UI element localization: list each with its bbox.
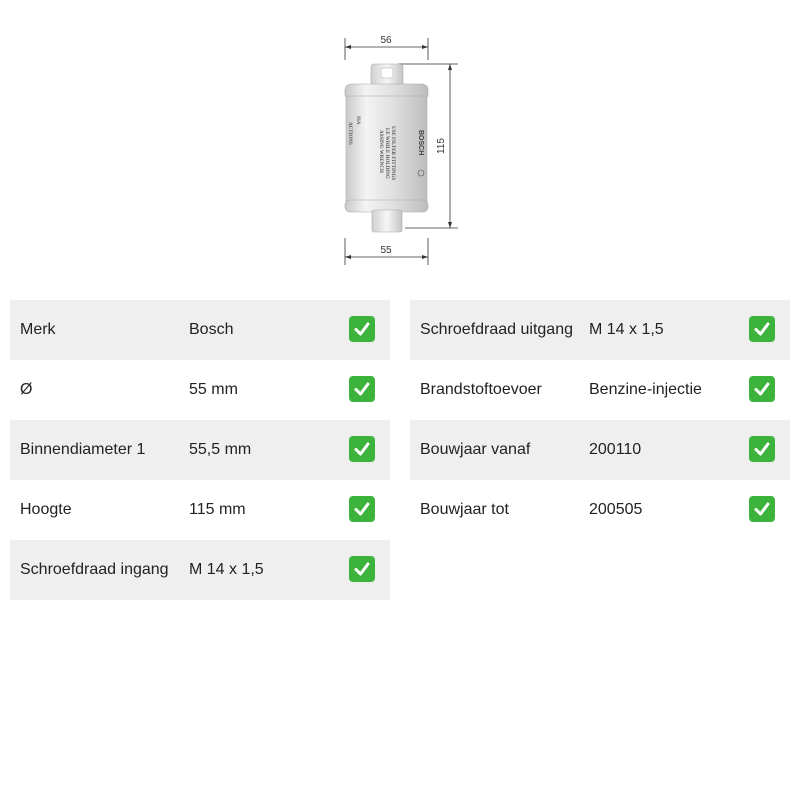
spec-value: 200505 bbox=[589, 501, 643, 518]
can-marking-3: USE FILTER FITTINGS bbox=[390, 126, 395, 181]
can-brand: BOSCH bbox=[417, 130, 424, 156]
can-marking-5: ASSING WRENCH bbox=[378, 130, 383, 173]
spec-row-diameter bbox=[10, 360, 390, 420]
spec-label: Schroefdraad uitgang bbox=[420, 321, 573, 338]
spec-label: Schroefdraad ingang bbox=[20, 561, 169, 578]
spec-row-thread-inlet bbox=[10, 540, 390, 600]
spec-row-year-from bbox=[410, 420, 790, 480]
dimension-height-label: 115 bbox=[436, 138, 447, 154]
check-mark-icon bbox=[349, 556, 375, 582]
spec-value: M 14 x 1,5 bbox=[189, 561, 264, 578]
spec-value: 115 mm bbox=[189, 501, 246, 518]
spec-row-height bbox=[10, 480, 390, 540]
spec-label: Binnendiameter 1 bbox=[20, 441, 146, 458]
spec-value: 55 mm bbox=[189, 381, 238, 398]
spec-value: Benzine-injectie bbox=[589, 381, 702, 398]
spec-table-left bbox=[10, 300, 390, 600]
spec-row-year-to bbox=[410, 480, 790, 540]
spec-row-brand bbox=[10, 300, 390, 360]
spec-value: 200110 bbox=[589, 441, 642, 458]
spec-table-right bbox=[410, 300, 790, 540]
fuel-filter-image bbox=[345, 64, 428, 232]
product-diagram bbox=[0, 0, 800, 270]
check-mark-icon bbox=[349, 436, 375, 462]
can-marking-4: LE WHILE HOLDING bbox=[384, 128, 389, 179]
spec-label: Bouwjaar tot bbox=[420, 501, 509, 518]
dimension-bottom bbox=[345, 238, 428, 265]
check-mark-icon bbox=[349, 316, 375, 342]
dimension-top bbox=[345, 35, 428, 60]
spec-row-inner-diameter bbox=[10, 420, 390, 480]
can-marking-1: ISA bbox=[355, 116, 360, 125]
spec-label: Brandstoftoevoer bbox=[420, 381, 542, 398]
dimension-top-label: 56 bbox=[380, 35, 392, 46]
can-marking-2: ACTIONS bbox=[347, 122, 352, 145]
spec-value: Bosch bbox=[189, 321, 234, 338]
check-mark-icon bbox=[749, 376, 775, 402]
spec-row-thread-outlet bbox=[410, 300, 790, 360]
check-mark-icon bbox=[349, 376, 375, 402]
spec-label: Bouwjaar vanaf bbox=[420, 441, 531, 458]
spec-label: Merk bbox=[20, 321, 56, 338]
check-mark-icon bbox=[749, 436, 775, 462]
check-mark-icon bbox=[349, 496, 375, 522]
spec-label: Hoogte bbox=[20, 501, 72, 518]
spec-row-fuel-supply bbox=[410, 360, 790, 420]
spec-value: M 14 x 1,5 bbox=[589, 321, 664, 338]
check-mark-icon bbox=[749, 496, 775, 522]
dimension-bottom-label: 55 bbox=[380, 245, 392, 256]
check-mark-icon bbox=[749, 316, 775, 342]
spec-value: 55,5 mm bbox=[189, 441, 252, 458]
spec-label: Ø bbox=[20, 381, 33, 398]
